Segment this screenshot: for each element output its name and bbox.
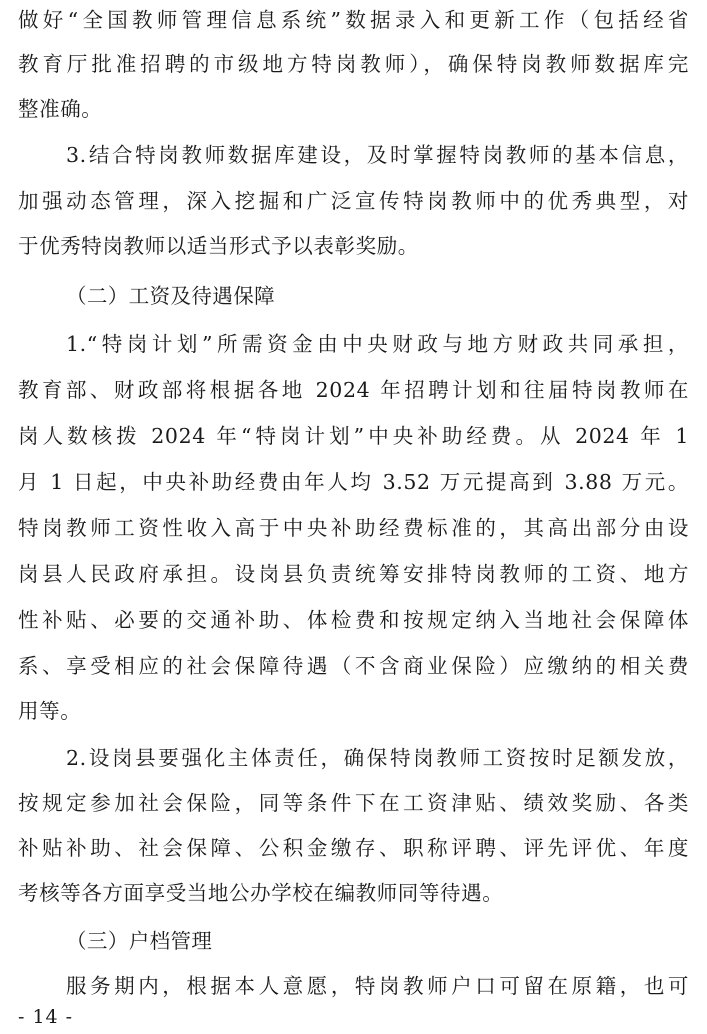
body-text-line: 按规定参加社会保险，同等条件下在工资津贴、绩效奖励、各类 [18,791,689,815]
body-text-line: 加强动态管理，深入挖掘和广泛宣传特岗教师中的优秀典型，对 [18,189,689,213]
section-heading: （二）工资及待遇保障 [66,284,275,308]
body-text-line: 教育厅批准招聘的市级地方特岗教师），确保特岗教师数据库完 [18,52,689,76]
body-text-line: 教育部、财政部将根据各地 2024 年招聘计划和往届特岗教师在 [18,378,689,402]
body-text-line: 整准确。 [18,97,103,121]
paragraph-start-line: 2.设岗县要强化主体责任，确保特岗教师工资按时足额发放， [66,746,689,770]
body-text-line: 补贴补助、社会保障、公积金缴存、职称评聘、评先评优、年度 [18,836,689,860]
body-text-line: 岗人数核拨 2024 年“特岗计划”中央补助经费。从 2024 年 1 [18,424,689,448]
body-text-line: 于优秀特岗教师以适当形式予以表彰奖励。 [18,234,419,258]
body-text-line: 做好“全国教师管理信息系统”数据录入和更新工作（包括经省 [18,8,689,32]
body-text-line: 岗县人民政府承担。设岗县负责统筹安排特岗教师的工资、地方 [18,562,689,586]
body-text-line: 月 1 日起，中央补助经费由年人均 3.52 万元提高到 3.88 万元。 [18,470,689,494]
paragraph-start-line: 服务期内，根据本人意愿，特岗教师户口可留在原籍，也可 [66,974,689,998]
paragraph-start-line: 1.“特岗计划”所需资金由中央财政与地方财政共同承担， [66,332,689,356]
body-text-line: 性补贴、必要的交通补助、体检费和按规定纳入当地社会保障体 [18,608,689,632]
body-text-line: 特岗教师工资性收入高于中央补助经费标准的，其高出部分由设 [18,516,689,540]
body-text-line: 系、享受相应的社会保障待遇（不含商业保险）应缴纳的相关费 [18,654,689,678]
body-text-line: 用等。 [18,699,82,723]
body-text-line: 考核等各方面享受当地公办学校在编教师同等待遇。 [18,881,504,905]
paragraph-start-line: 3.结合特岗教师数据库建设，及时掌握特岗教师的基本信息， [66,143,689,167]
section-heading: （三）户档管理 [66,929,213,953]
page-number: - 14 - [18,1006,74,1028]
